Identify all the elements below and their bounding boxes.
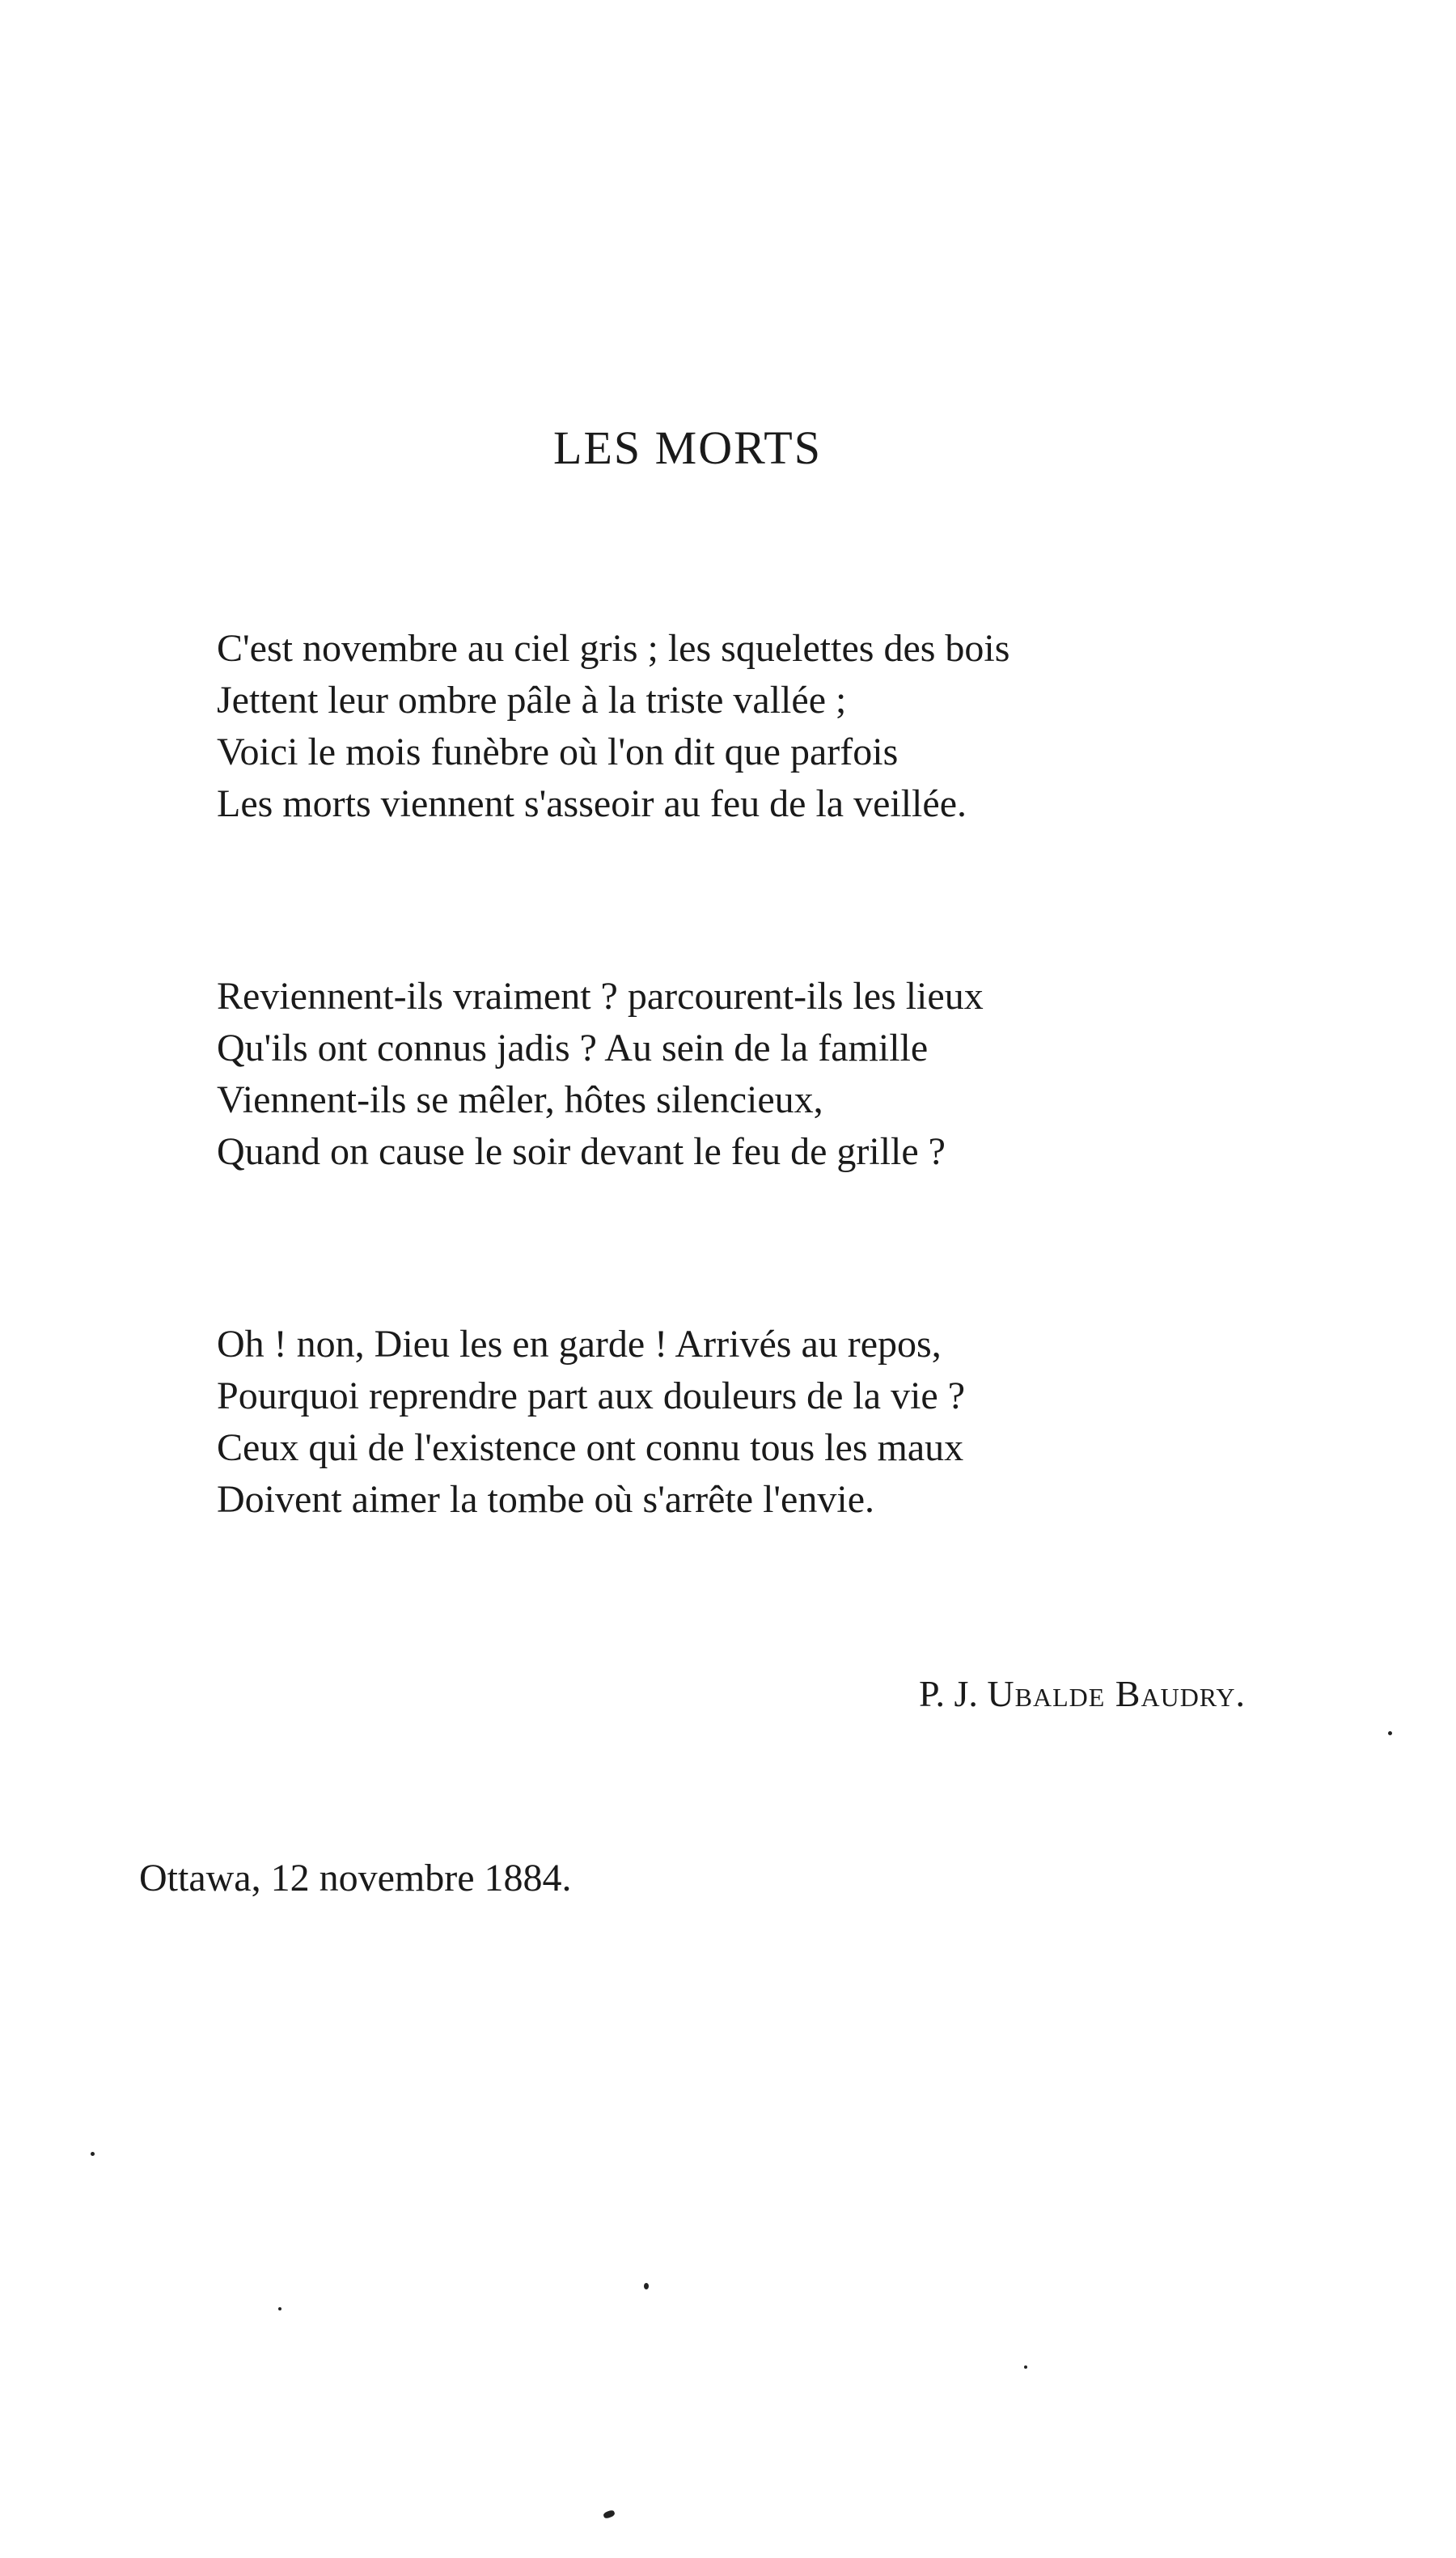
verse-line: Pourquoi reprendre part aux douleurs de la vie ? [217, 1374, 966, 1417]
author-name: Ubalde Baudry. [987, 1673, 1246, 1714]
verse-line: Qu'ils ont connus jadis ? Au sein de la famille [217, 1027, 929, 1069]
poem-title: LES MORTS [553, 421, 822, 474]
verse-line: Reviennent-ils vraiment ? parcourent-ils les lieux [217, 975, 984, 1018]
dateline: Ottawa, 12 novembre 1884. [139, 1857, 572, 1899]
print-speck [644, 2283, 649, 2289]
verse-line: Doivent aimer la tombe où s'arrête l'envie. [217, 1478, 874, 1521]
verse-line: Voici le mois funèbre où l'on dit que parfois [217, 731, 899, 773]
verse-line: C'est novembre au ciel gris ; les squelettes des bois [217, 627, 1010, 670]
stanza-3 [217, 1319, 1268, 1526]
verse-line: Quand on cause le soir devant le feu de grille ? [217, 1130, 946, 1173]
print-speck [278, 2307, 281, 2310]
print-speck [91, 2152, 95, 2156]
author-initials: P. J. [919, 1673, 978, 1714]
verse-line: Jettent leur ombre pâle à la triste vallée ; [217, 679, 847, 722]
print-speck [603, 2509, 616, 2519]
print-speck [1388, 1731, 1392, 1735]
stanza-2 [217, 971, 1268, 1178]
stanza-1 [217, 623, 1268, 830]
print-speck [1024, 2365, 1027, 2369]
verse-line: Viennent-ils se mêler, hôtes silencieux, [217, 1078, 823, 1121]
verse-line: Oh ! non, Dieu les en garde ! Arrivés au repos, [217, 1323, 942, 1366]
author-signature [919, 1668, 1246, 1720]
verse-line: Les morts viennent s'asseoir au feu de la veillée. [217, 782, 967, 825]
verse-line: Ceux qui de l'existence ont connu tous les maux [217, 1426, 964, 1469]
